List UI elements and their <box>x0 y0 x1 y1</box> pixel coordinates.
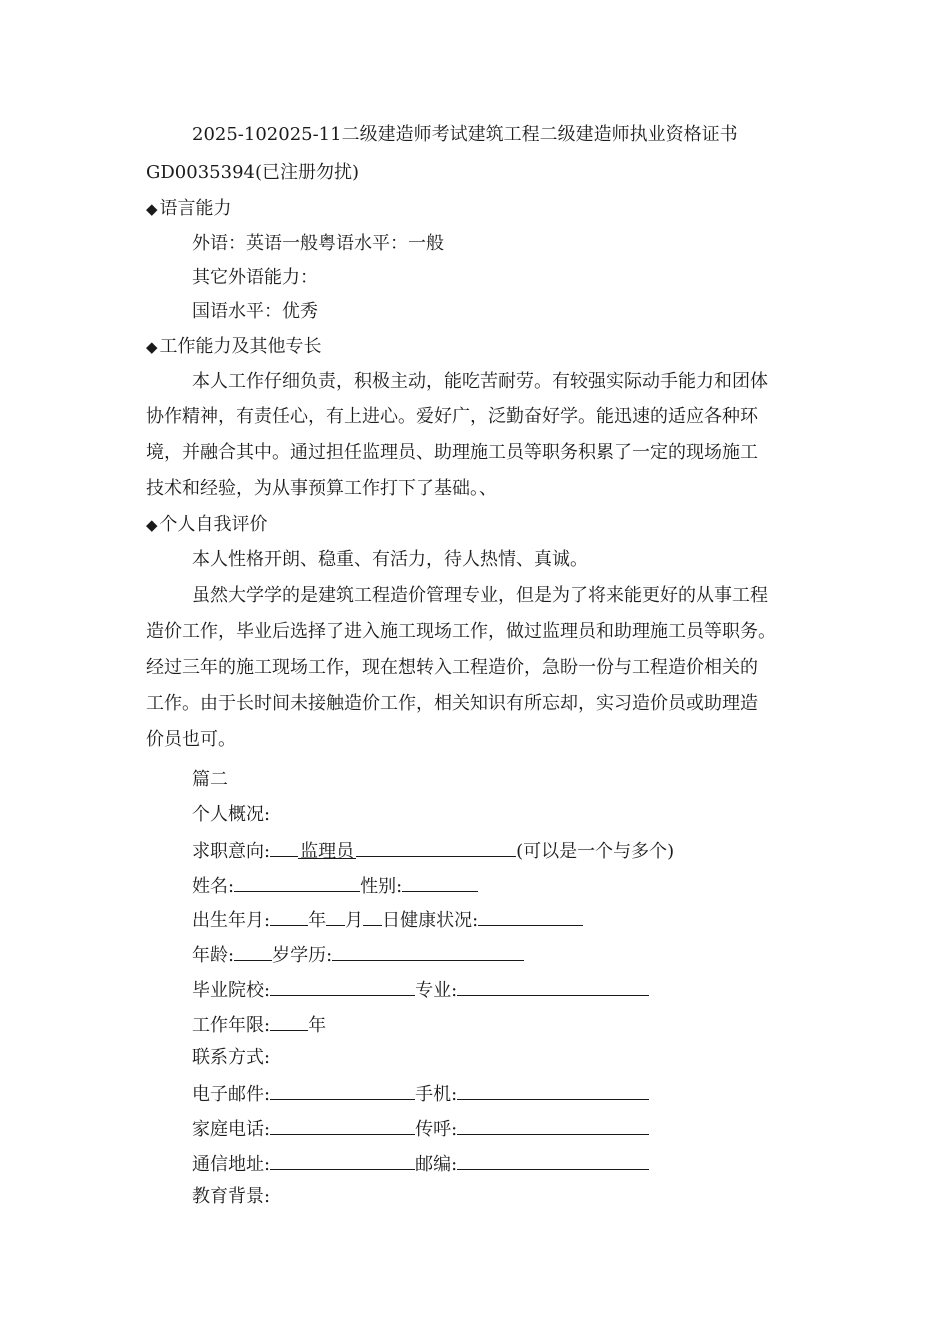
paragraph-line <box>146 615 826 649</box>
field-label: 邮编: <box>415 1154 458 1175</box>
field-label: 工作年限: <box>192 1015 271 1036</box>
form-row-school <box>192 972 826 1006</box>
paragraph-line <box>146 436 826 470</box>
heading-text: 语言能力 <box>159 198 232 219</box>
email-field <box>270 1076 415 1100</box>
unit-label: 日 <box>382 910 401 931</box>
form-row-address <box>192 1146 826 1180</box>
language-foreign-text: 外语：英语一般粤语水平：一般 <box>192 233 444 254</box>
certificate-line <box>192 118 826 152</box>
paragraph-line <box>146 687 826 721</box>
field-label: 求职意向: <box>192 841 271 862</box>
language-mandarin <box>192 295 826 329</box>
health-field <box>478 902 583 926</box>
field-label: 姓名: <box>192 876 235 897</box>
form-heading-education <box>192 1180 826 1214</box>
paragraph-text: 虽然大学学的是建筑工程造价管理专业，但是为了将来能更好的从事工程 <box>192 585 768 606</box>
paragraph-text: 价员也可。 <box>146 729 236 750</box>
heading-text: 教育背景: <box>192 1186 271 1207</box>
pager-field <box>457 1111 649 1135</box>
paragraph-line <box>146 472 826 506</box>
unit-label: 年 <box>308 910 327 931</box>
paragraph-text: 造价工作，毕业后选择了进入施工现场工作，做过监理员和助理施工员等职务。 <box>146 621 776 642</box>
postcode-field <box>457 1146 649 1170</box>
certificate-number: GD0035394(已注册勿扰) <box>146 162 360 183</box>
diamond-bullet-icon: ◆ <box>146 516 158 534</box>
heading-text: 个人概况: <box>192 804 271 825</box>
birth-day-field <box>363 902 382 926</box>
paragraph-text: 协作精神，有责任心，有上进心。爱好广，泛勤奋好学。能迅速的适应各种环 <box>146 406 758 427</box>
language-foreign <box>192 227 826 261</box>
paragraph-line <box>146 651 826 685</box>
form-row-email <box>192 1076 826 1110</box>
paragraph-line <box>146 400 826 434</box>
field-label: 出生年月: <box>192 910 271 931</box>
intent-field: 监理员 <box>298 835 356 859</box>
work-years-field <box>270 1007 308 1031</box>
form-row-home-phone <box>192 1111 826 1145</box>
education-level-field <box>332 937 524 961</box>
form-heading-contact <box>192 1041 826 1075</box>
diamond-bullet-icon: ◆ <box>146 200 158 218</box>
field-label: 性别: <box>360 876 403 897</box>
diamond-bullet-icon: ◆ <box>146 338 158 356</box>
paragraph-line <box>146 723 826 757</box>
certificate-text: 2025-102025-11二级建造师考试建筑工程二级建造师执业资格证书 <box>192 124 738 145</box>
section-heading-self-eval <box>146 508 826 542</box>
form-row-name <box>192 868 826 902</box>
paragraph-line <box>192 365 826 399</box>
field-label: 年龄: <box>192 945 235 966</box>
paragraph-text: 本人性格开朗、稳重、有活力，待人热情、真诚。 <box>192 549 588 570</box>
paragraph-line <box>192 543 826 577</box>
form-row-age <box>192 937 826 971</box>
blank-field <box>356 833 516 857</box>
language-other-text: 其它外语能力： <box>192 267 318 288</box>
paragraph-text: 境，并融合其中。通过担任监理员、助理施工员等职务积累了一定的现场施工 <box>146 442 758 463</box>
school-field <box>270 972 415 996</box>
form-heading-overview <box>192 798 826 832</box>
section-title-text: 篇二 <box>192 769 228 790</box>
field-label: 学历: <box>290 945 333 966</box>
blank-field <box>270 833 298 857</box>
paragraph-text: 技术和经验，为从事预算工作打下了基础。、 <box>146 478 497 499</box>
unit-label: 月 <box>345 910 364 931</box>
field-note: (可以是一个与多个) <box>516 841 675 862</box>
address-field <box>270 1146 415 1170</box>
unit-label: 岁 <box>272 945 291 966</box>
section-heading-work-ability <box>146 330 826 364</box>
field-label: 电子邮件: <box>192 1084 271 1105</box>
language-mandarin-text: 国语水平：优秀 <box>192 301 318 322</box>
major-field <box>457 972 649 996</box>
birth-year-field <box>270 902 308 926</box>
form-row-intent <box>192 833 826 867</box>
section-title <box>192 763 826 797</box>
gender-field <box>402 868 478 892</box>
birth-month-field <box>326 902 345 926</box>
paragraph-text: 工作。由于长时间未接触造价工作，相关知识有所忘却，实习造价员或助理造 <box>146 693 758 714</box>
paragraph-text: 本人工作仔细负责，积极主动，能吃苦耐劳。有较强实际动手能力和团体 <box>192 371 768 392</box>
field-label: 通信地址: <box>192 1154 271 1175</box>
field-label: 手机: <box>415 1084 458 1105</box>
field-label: 传呼: <box>415 1119 458 1140</box>
heading-text: 联系方式: <box>192 1047 271 1068</box>
field-label: 健康状况: <box>400 910 479 931</box>
certificate-line-cont <box>146 156 826 190</box>
unit-label: 年 <box>308 1015 327 1036</box>
field-label: 毕业院校: <box>192 980 271 1001</box>
field-label: 专业: <box>415 980 458 1001</box>
heading-text: 工作能力及其他专长 <box>159 336 322 357</box>
name-field <box>234 868 360 892</box>
section-heading-language <box>146 192 826 226</box>
mobile-field <box>457 1076 649 1100</box>
paragraph-line <box>192 579 826 613</box>
language-other <box>192 261 826 295</box>
age-field <box>234 937 272 961</box>
form-row-birth <box>192 902 826 936</box>
paragraph-text: 经过三年的施工现场工作，现在想转入工程造价，急盼一份与工程造价相关的 <box>146 657 758 678</box>
heading-text: 个人自我评价 <box>159 514 268 535</box>
form-row-years <box>192 1007 826 1041</box>
field-label: 家庭电话: <box>192 1119 271 1140</box>
home-phone-field <box>270 1111 415 1135</box>
